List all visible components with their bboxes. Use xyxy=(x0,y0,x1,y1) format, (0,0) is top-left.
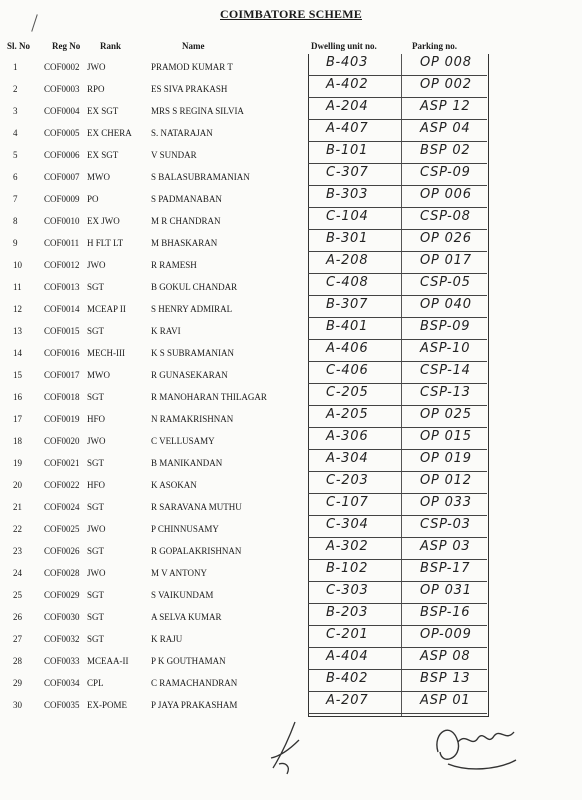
row-sl-no: 15 xyxy=(13,370,22,380)
row-name: S HENRY ADMIRAL xyxy=(151,304,233,314)
row-parking-no: BSP 13 xyxy=(420,671,471,686)
table-row xyxy=(0,494,582,516)
row-dwelling-unit: A-407 xyxy=(326,121,369,136)
row-name: C RAMACHANDRAN xyxy=(151,678,238,688)
header-sl-no: Sl. No xyxy=(7,41,31,51)
row-sl-no: 10 xyxy=(13,260,22,270)
row-rank: EX SGT xyxy=(87,150,119,160)
row-parking-no: ASP-10 xyxy=(420,341,471,356)
row-sl-no: 13 xyxy=(13,326,22,336)
row-parking-no: OP 031 xyxy=(420,583,472,598)
row-name: R GUNASEKARAN xyxy=(151,370,228,380)
row-rank: MWO xyxy=(87,172,110,182)
table-row xyxy=(0,252,582,274)
row-dwelling-unit: C-307 xyxy=(326,165,369,180)
row-reg-no: COF0004 xyxy=(44,106,80,116)
row-name: S. NATARAJAN xyxy=(151,128,213,138)
row-sl-no: 3 xyxy=(13,106,18,116)
row-name: R GOPALAKRISHNAN xyxy=(151,546,242,556)
row-parking-no: BSP-09 xyxy=(420,319,471,334)
row-sl-no: 9 xyxy=(13,238,18,248)
row-sl-no: 25 xyxy=(13,590,22,600)
row-dwelling-unit: A-406 xyxy=(326,341,369,356)
row-parking-no: OP 008 xyxy=(420,55,472,70)
row-sl-no: 8 xyxy=(13,216,18,226)
row-name: ES SIVA PRAKASH xyxy=(151,84,228,94)
row-name: N RAMAKRISHNAN xyxy=(151,414,234,424)
header-name: Name xyxy=(182,41,205,51)
row-reg-no: COF0028 xyxy=(44,568,80,578)
row-parking-no: ASP 12 xyxy=(420,99,471,114)
row-reg-no: COF0009 xyxy=(44,194,80,204)
row-sl-no: 23 xyxy=(13,546,22,556)
row-sl-no: 17 xyxy=(13,414,22,424)
row-parking-no: OP 012 xyxy=(420,473,472,488)
row-reg-no: COF0018 xyxy=(44,392,80,402)
row-rank: MCEAA-II xyxy=(87,656,129,666)
table-row xyxy=(0,450,582,472)
row-rank: JWO xyxy=(87,524,106,534)
row-sl-no: 6 xyxy=(13,172,18,182)
row-sl-no: 24 xyxy=(13,568,22,578)
table-row xyxy=(0,670,582,692)
row-reg-no: COF0003 xyxy=(44,84,80,94)
row-reg-no: COF0035 xyxy=(44,700,80,710)
row-sl-no: 22 xyxy=(13,524,22,534)
row-rank: SGT xyxy=(87,392,105,402)
row-reg-no: COF0022 xyxy=(44,480,80,490)
row-rank: JWO xyxy=(87,62,106,72)
row-dwelling-unit: C-203 xyxy=(326,473,369,488)
row-name: S PADMANABAN xyxy=(151,194,222,204)
row-sl-no: 21 xyxy=(13,502,22,512)
row-sl-no: 12 xyxy=(13,304,22,314)
row-parking-no: ASP 08 xyxy=(420,649,471,664)
row-dwelling-unit: B-203 xyxy=(326,605,369,620)
row-rank: H FLT LT xyxy=(87,238,124,248)
row-parking-no: OP 002 xyxy=(420,77,472,92)
row-dwelling-unit: A-306 xyxy=(326,429,369,444)
row-rank: JWO xyxy=(87,260,106,270)
row-rank: PO xyxy=(87,194,99,204)
row-name: P K GOUTHAMAN xyxy=(151,656,226,666)
row-dwelling-unit: C-406 xyxy=(326,363,369,378)
row-dwelling-unit: A-207 xyxy=(326,693,369,708)
row-parking-no: CSP-13 xyxy=(420,385,471,400)
row-parking-no: OP 026 xyxy=(420,231,472,246)
row-name: MRS S REGINA SILVIA xyxy=(151,106,244,116)
row-rank: SGT xyxy=(87,590,105,600)
row-name: K S SUBRAMANIAN xyxy=(151,348,235,358)
row-parking-no: OP 019 xyxy=(420,451,472,466)
header-dwelling-unit: Dwelling unit no. xyxy=(311,41,377,51)
table-row xyxy=(0,164,582,186)
table-row xyxy=(0,318,582,340)
row-reg-no: COF0030 xyxy=(44,612,80,622)
table-row xyxy=(0,406,582,428)
row-parking-no: ASP 01 xyxy=(420,693,471,708)
row-dwelling-unit: C-408 xyxy=(326,275,369,290)
row-sl-no: 18 xyxy=(13,436,22,446)
table-row xyxy=(0,626,582,648)
row-sl-no: 5 xyxy=(13,150,18,160)
row-rank: HFO xyxy=(87,480,106,490)
table-row xyxy=(0,648,582,670)
row-parking-no: CSP-05 xyxy=(420,275,471,290)
row-reg-no: COF0034 xyxy=(44,678,80,688)
row-name: S BALASUBRAMANIAN xyxy=(151,172,250,182)
row-dwelling-unit: B-403 xyxy=(326,55,369,70)
row-reg-no: COF0005 xyxy=(44,128,80,138)
row-sl-no: 14 xyxy=(13,348,22,358)
row-rank: EX CHERA xyxy=(87,128,132,138)
table-row xyxy=(0,296,582,318)
row-dwelling-unit: A-204 xyxy=(326,99,369,114)
row-name: A SELVA KUMAR xyxy=(151,612,222,622)
table-row xyxy=(0,186,582,208)
row-reg-no: COF0021 xyxy=(44,458,80,468)
row-dwelling-unit: C-303 xyxy=(326,583,369,598)
row-reg-no: COF0019 xyxy=(44,414,80,424)
row-sl-no: 2 xyxy=(13,84,18,94)
signature-left-icon xyxy=(265,718,315,778)
row-reg-no: COF0033 xyxy=(44,656,80,666)
row-name: K RAJU xyxy=(151,634,183,644)
row-parking-no: CSP-14 xyxy=(420,363,471,378)
row-rank: RPO xyxy=(87,84,105,94)
row-reg-no: COF0011 xyxy=(44,238,80,248)
row-dwelling-unit: B-301 xyxy=(326,231,369,246)
row-parking-no: CSP-03 xyxy=(420,517,471,532)
row-rank: SGT xyxy=(87,282,105,292)
row-reg-no: COF0006 xyxy=(44,150,80,160)
row-dwelling-unit: A-404 xyxy=(326,649,369,664)
row-name: C VELLUSAMY xyxy=(151,436,215,446)
row-sl-no: 29 xyxy=(13,678,22,688)
row-rank: MCEAP II xyxy=(87,304,126,314)
row-parking-no: OP 015 xyxy=(420,429,472,444)
row-sl-no: 20 xyxy=(13,480,22,490)
row-sl-no: 11 xyxy=(13,282,22,292)
row-parking-no: OP 025 xyxy=(420,407,472,422)
row-dwelling-unit: B-303 xyxy=(326,187,369,202)
row-reg-no: COF0017 xyxy=(44,370,80,380)
row-rank: SGT xyxy=(87,634,105,644)
row-rank: HFO xyxy=(87,414,106,424)
row-sl-no: 26 xyxy=(13,612,22,622)
row-name: V SUNDAR xyxy=(151,150,197,160)
row-sl-no: 30 xyxy=(13,700,22,710)
row-rank: SGT xyxy=(87,502,105,512)
table-row xyxy=(0,428,582,450)
page-title: COIMBATORE SCHEME xyxy=(220,7,362,21)
table-row xyxy=(0,604,582,626)
row-parking-no: OP-009 xyxy=(420,627,472,642)
table-row xyxy=(0,98,582,120)
row-parking-no: BSP-17 xyxy=(420,561,471,576)
header-rank: Rank xyxy=(100,41,122,51)
row-parking-no: BSP 02 xyxy=(420,143,471,158)
row-sl-no: 16 xyxy=(13,392,22,402)
row-parking-no: CSP-08 xyxy=(420,209,471,224)
table-row xyxy=(0,560,582,582)
table-row xyxy=(0,472,582,494)
row-dwelling-unit: B-402 xyxy=(326,671,369,686)
row-name: B MANIKANDAN xyxy=(151,458,223,468)
row-reg-no: COF0010 xyxy=(44,216,80,226)
row-rank: MWO xyxy=(87,370,110,380)
table-row xyxy=(0,208,582,230)
row-reg-no: COF0013 xyxy=(44,282,80,292)
row-dwelling-unit: C-104 xyxy=(326,209,369,224)
row-dwelling-unit: A-302 xyxy=(326,539,369,554)
row-name: PRAMOD KUMAR T xyxy=(151,62,233,72)
row-name: R RAMESH xyxy=(151,260,197,270)
row-parking-no: BSP-16 xyxy=(420,605,471,620)
row-rank: SGT xyxy=(87,612,105,622)
row-reg-no: COF0026 xyxy=(44,546,80,556)
row-sl-no: 7 xyxy=(13,194,18,204)
table-row xyxy=(0,582,582,604)
row-sl-no: 19 xyxy=(13,458,22,468)
row-reg-no: COF0014 xyxy=(44,304,80,314)
row-sl-no: 4 xyxy=(13,128,18,138)
row-rank: EX JWO xyxy=(87,216,120,226)
row-rank: SGT xyxy=(87,546,105,556)
row-name: M BHASKARAN xyxy=(151,238,218,248)
row-parking-no: OP 033 xyxy=(420,495,472,510)
row-rank: EX-POME xyxy=(87,700,127,710)
row-name: K RAVI xyxy=(151,326,181,336)
table-row xyxy=(0,230,582,252)
signature-right-icon xyxy=(428,712,523,777)
row-sl-no: 28 xyxy=(13,656,22,666)
row-reg-no: COF0015 xyxy=(44,326,80,336)
row-dwelling-unit: B-101 xyxy=(326,143,369,158)
row-name: R SARAVANA MUTHU xyxy=(151,502,242,512)
row-dwelling-unit: C-107 xyxy=(326,495,369,510)
row-name: K ASOKAN xyxy=(151,480,197,490)
row-dwelling-unit: A-304 xyxy=(326,451,369,466)
row-reg-no: COF0016 xyxy=(44,348,80,358)
row-parking-no: OP 040 xyxy=(420,297,472,312)
row-sl-no: 27 xyxy=(13,634,22,644)
row-parking-no: ASP 03 xyxy=(420,539,471,554)
table-header xyxy=(0,41,582,55)
row-rank: SGT xyxy=(87,458,105,468)
row-reg-no: COF0007 xyxy=(44,172,80,182)
row-rank: EX SGT xyxy=(87,106,119,116)
row-dwelling-unit: A-402 xyxy=(326,77,369,92)
table-row xyxy=(0,362,582,384)
row-reg-no: COF0025 xyxy=(44,524,80,534)
row-dwelling-unit: B-307 xyxy=(326,297,369,312)
table-row xyxy=(0,76,582,98)
table-row xyxy=(0,142,582,164)
row-dwelling-unit: A-205 xyxy=(326,407,369,422)
row-dwelling-unit: B-102 xyxy=(326,561,369,576)
table-row xyxy=(0,516,582,538)
row-name: P JAYA PRAKASHAM xyxy=(151,700,238,710)
row-reg-no: COF0032 xyxy=(44,634,80,644)
row-name: M R CHANDRAN xyxy=(151,216,221,226)
row-reg-no: COF0029 xyxy=(44,590,80,600)
row-dwelling-unit: A-208 xyxy=(326,253,369,268)
row-name: M V ANTONY xyxy=(151,568,208,578)
table-row xyxy=(0,274,582,296)
table-row xyxy=(0,340,582,362)
row-dwelling-unit: C-304 xyxy=(326,517,369,532)
row-dwelling-unit: C-205 xyxy=(326,385,369,400)
header-reg-no: Reg No xyxy=(52,41,81,51)
row-rank: SGT xyxy=(87,326,105,336)
row-rank: JWO xyxy=(87,568,106,578)
row-name: B GOKUL CHANDAR xyxy=(151,282,238,292)
table-row xyxy=(0,538,582,560)
row-name: S VAIKUNDAM xyxy=(151,590,214,600)
row-parking-no: OP 006 xyxy=(420,187,472,202)
row-reg-no: COF0020 xyxy=(44,436,80,446)
row-parking-no: ASP 04 xyxy=(420,121,471,136)
row-rank: JWO xyxy=(87,436,106,446)
row-dwelling-unit: C-201 xyxy=(326,627,369,642)
row-name: R MANOHARAN THILAGAR xyxy=(151,392,267,402)
header-parking: Parking no. xyxy=(412,41,458,51)
table-row xyxy=(0,384,582,406)
row-reg-no: COF0024 xyxy=(44,502,80,512)
row-parking-no: OP 017 xyxy=(420,253,472,268)
row-rank: MECH-III xyxy=(87,348,125,358)
row-sl-no: 1 xyxy=(13,62,18,72)
table-row xyxy=(0,692,582,714)
row-parking-no: CSP-09 xyxy=(420,165,471,180)
table-row xyxy=(0,54,582,76)
row-reg-no: COF0002 xyxy=(44,62,80,72)
table-row xyxy=(0,120,582,142)
row-dwelling-unit: B-401 xyxy=(326,319,369,334)
row-rank: CPL xyxy=(87,678,104,688)
row-name: P CHINNUSAMY xyxy=(151,524,219,534)
row-reg-no: COF0012 xyxy=(44,260,80,270)
